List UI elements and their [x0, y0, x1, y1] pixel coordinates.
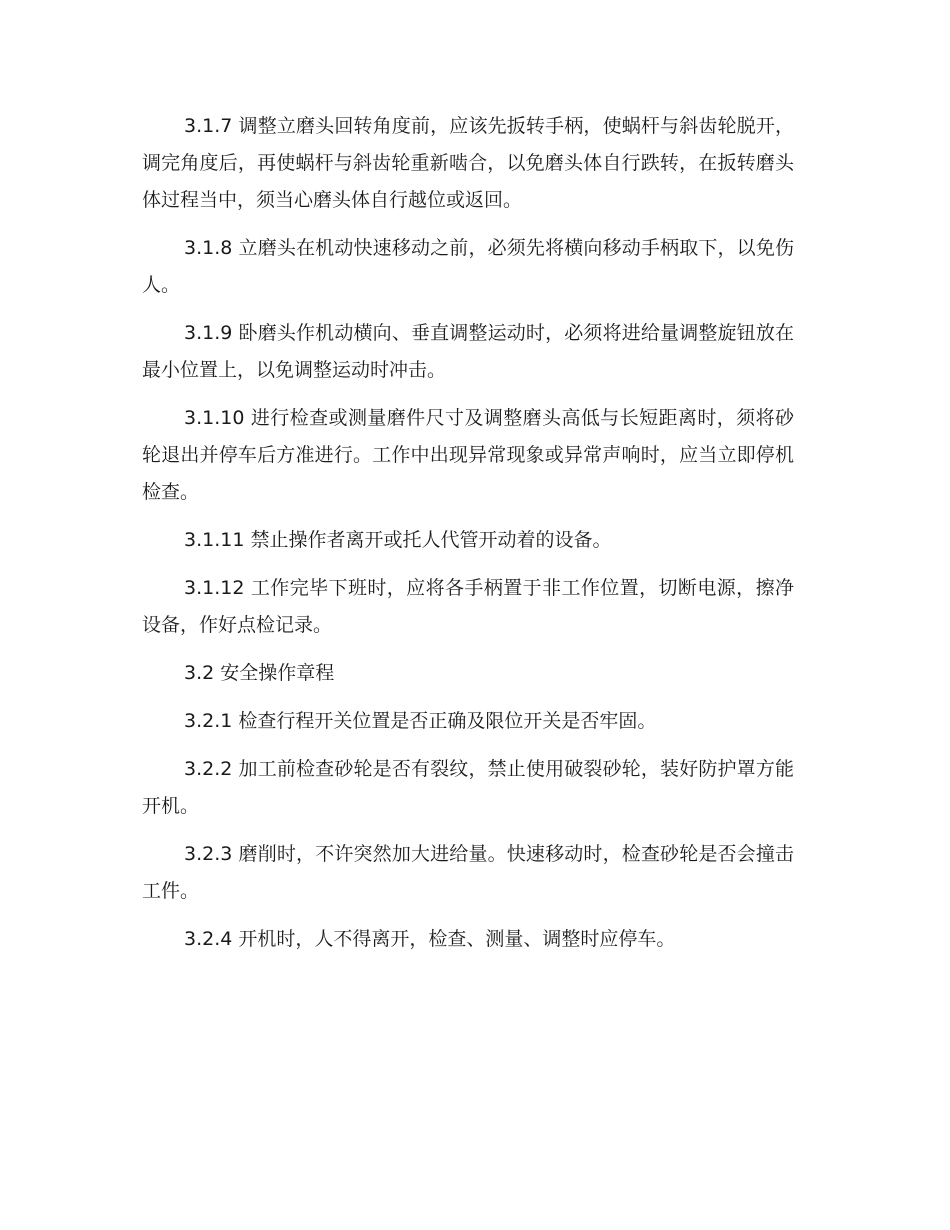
paragraph-3-1-12: 3.1.12 工作完毕下班时，应将各手柄置于非工作位置，切断电源，擦净设备，作好点检记录。 — [142, 577, 794, 636]
paragraph-3-1-11: 3.1.11 禁止操作者离开或托人代管开动着的设备。 — [184, 529, 612, 551]
paragraph-3-2-3: 3.2.3 磨削时，不许突然加大进给量。快速移动时，检查砂轮是否会撞击工件。 — [142, 843, 794, 902]
paragraph-3-1-7: 3.1.7 调整立磨头回转角度前，应该先扳转手柄，使蜗杆与斜齿轮脱开，调完角度后，再使蜗杆与斜齿轮重新啮合，以免磨头体自行跌转，在扳转磨头体过程当中，须当心磨头体自行越位或返回。 — [142, 115, 794, 211]
document-body — [142, 108, 794, 969]
paragraph-3-1-9: 3.1.9 卧磨头作机动横向、垂直调整运动时，必须将进给量调整旋钮放在最小位置上，以免调整运动时冲击。 — [142, 322, 794, 381]
paragraph-3-1-10: 3.1.10 进行检查或测量磨件尺寸及调整磨头高低与长短距离时，须将砂轮退出并停车后方准进行。工作中出现异常现象或异常声响时，应当立即停机检查。 — [142, 407, 794, 503]
paragraph-3-1-8: 3.1.8 立磨头在机动快速移动之前，必须先将横向移动手柄取下，以免伤人。 — [142, 237, 794, 296]
paragraph-3-2-1: 3.2.1 检查行程开关位置是否正确及限位开关是否牢固。 — [184, 710, 657, 732]
paragraph-3-2-4: 3.2.4 开机时，人不得离开，检查、测量、调整时应停车。 — [184, 928, 676, 950]
section-heading-3-2: 3.2 安全操作章程 — [184, 662, 335, 684]
paragraph-3-2-2: 3.2.2 加工前检查砂轮是否有裂纹，禁止使用破裂砂轮，装好防护罩方能开机。 — [142, 758, 794, 817]
